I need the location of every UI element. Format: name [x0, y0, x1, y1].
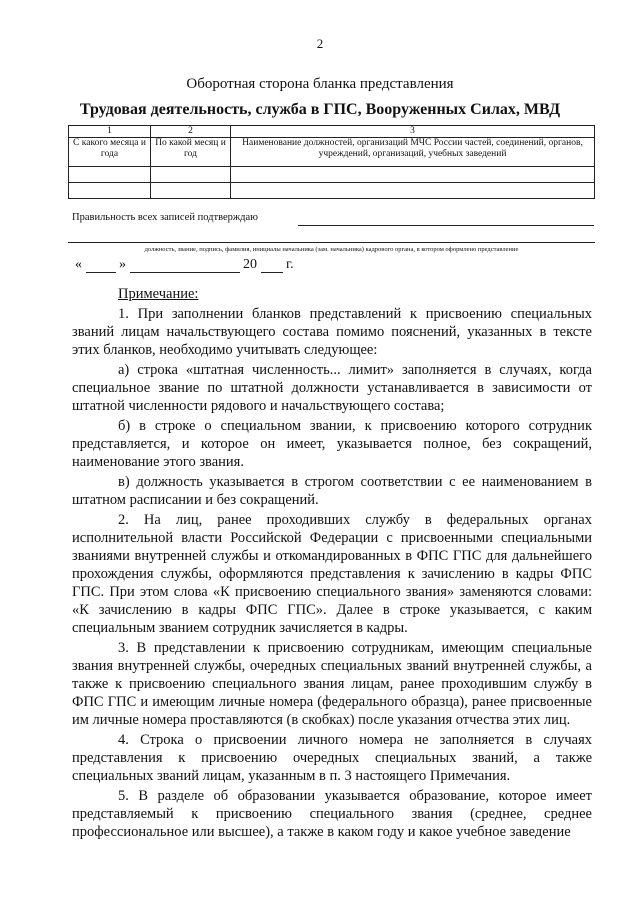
table-row: [69, 183, 595, 199]
note-paragraph: б) в строке о специальном звании, к присвоению которого сотрудник представляется, и которое он имеет, указывается полное, без сокращений, наименование этого звания.: [72, 418, 592, 470]
header-to-date: По какой месяц и год: [151, 138, 231, 167]
table-cell[interactable]: [231, 167, 595, 183]
header-from-date: С какого месяца и года: [69, 138, 151, 167]
date-month-field[interactable]: [130, 258, 240, 273]
note-paragraph: 2. На лиц, ранее проходивших службу в федеральных органах исполнительной власти Российской Федерации с присвоенными специальными званиями внутренней службы и откомандированных в ФПС ГПС для дальнейшего прохождения службы, оформляются представления к зачислению в кадры ФПС ГПС. При этом слова «К присвоению специального звания» заменяются словами: «К зачислению в кадры ФПС ГПС». Далее в строке указывается, с каким специальным званием сотрудник зачисляется в кадры.: [72, 512, 592, 636]
date-year-field[interactable]: [261, 258, 283, 273]
signature-line[interactable]: [68, 242, 595, 243]
form-title: Оборотная сторона бланка представления: [186, 76, 454, 92]
table-cell[interactable]: [231, 183, 595, 199]
column-number: 1: [69, 126, 151, 138]
signature-caption: должность, звание, подпись, фамилия, инициалы начальника (зам. начальника) кадрового органа, в котором оформлено представление: [144, 246, 519, 253]
date-close-quote: »: [119, 257, 126, 272]
section-title: Трудовая деятельность, служба в ГПС, Вооруженных Силах, МВД: [79, 101, 561, 118]
notes-heading: [72, 285, 592, 303]
date-line: [75, 257, 294, 273]
column-number: 2: [151, 126, 231, 138]
employment-history-table: [68, 125, 595, 199]
column-number-row: [69, 126, 595, 138]
note-paragraph: 4. Строка о присвоении личного номера не заполняется в случаях представления к присвоению очередных специальных званий, а также специальных званий лицам, указанным в п. 3 настоящего Примечания.: [72, 732, 592, 784]
header-position-name: Наименование должностей, организаций МЧС России частей, соединений, органов, учреждений, организаций, учебных заведений: [231, 138, 595, 167]
header-row: [69, 138, 595, 167]
table-cell[interactable]: [69, 183, 151, 199]
confirmation-signature-field[interactable]: [298, 225, 594, 226]
notes-section: [72, 285, 592, 843]
table-cell[interactable]: [69, 167, 151, 183]
note-paragraph: а) строка «штатная численность... лимит» заполняется в случаях, когда специальное звание по штатной должности устанавливается в зависимости от штатной численности рядового и начальствующего состава;: [72, 362, 592, 414]
page-number: 2: [316, 36, 324, 51]
note-paragraph: 1. При заполнении бланков представлений к присвоению специальных званий лицам начальствующего состава помимо пояснений, указанных в тексте этих бланков, необходимо учитывать следующее:: [72, 306, 592, 358]
column-number: 3: [231, 126, 595, 138]
table-row: [69, 167, 595, 183]
date-open-quote: «: [75, 257, 82, 272]
notes-heading-text: Примечание:: [118, 286, 199, 302]
date-day-field[interactable]: [86, 258, 116, 273]
note-paragraph: 5. В разделе об образовании указывается образование, которое имеет представляемый к присвоению специального звания (среднее, среднее профессиональное или высшее), а также в каком году и какое учебное заведение: [72, 788, 592, 840]
note-paragraph: в) должность указывается в строгом соответствии с ее наименованием в штатном расписании и без сокращений.: [72, 474, 592, 508]
confirmation-text: Правильность всех записей подтверждаю: [72, 212, 258, 223]
note-paragraph: 3. В представлении к присвоению сотрудникам, имеющим специальные звания внутренней службы, очередных специальных званий внутренней службы, а также к присвоению специального звания лицам, ранее проходившим службу в ФПС ГПС и имеющим личные номера (федерального образца), ранее присвоенные им личные номера проставляются (в скобках) после указания отчества этих лиц.: [72, 640, 592, 728]
date-year-suffix: г.: [286, 257, 294, 272]
date-year-prefix: 20: [243, 257, 257, 272]
table-cell[interactable]: [151, 167, 231, 183]
table-cell[interactable]: [151, 183, 231, 199]
